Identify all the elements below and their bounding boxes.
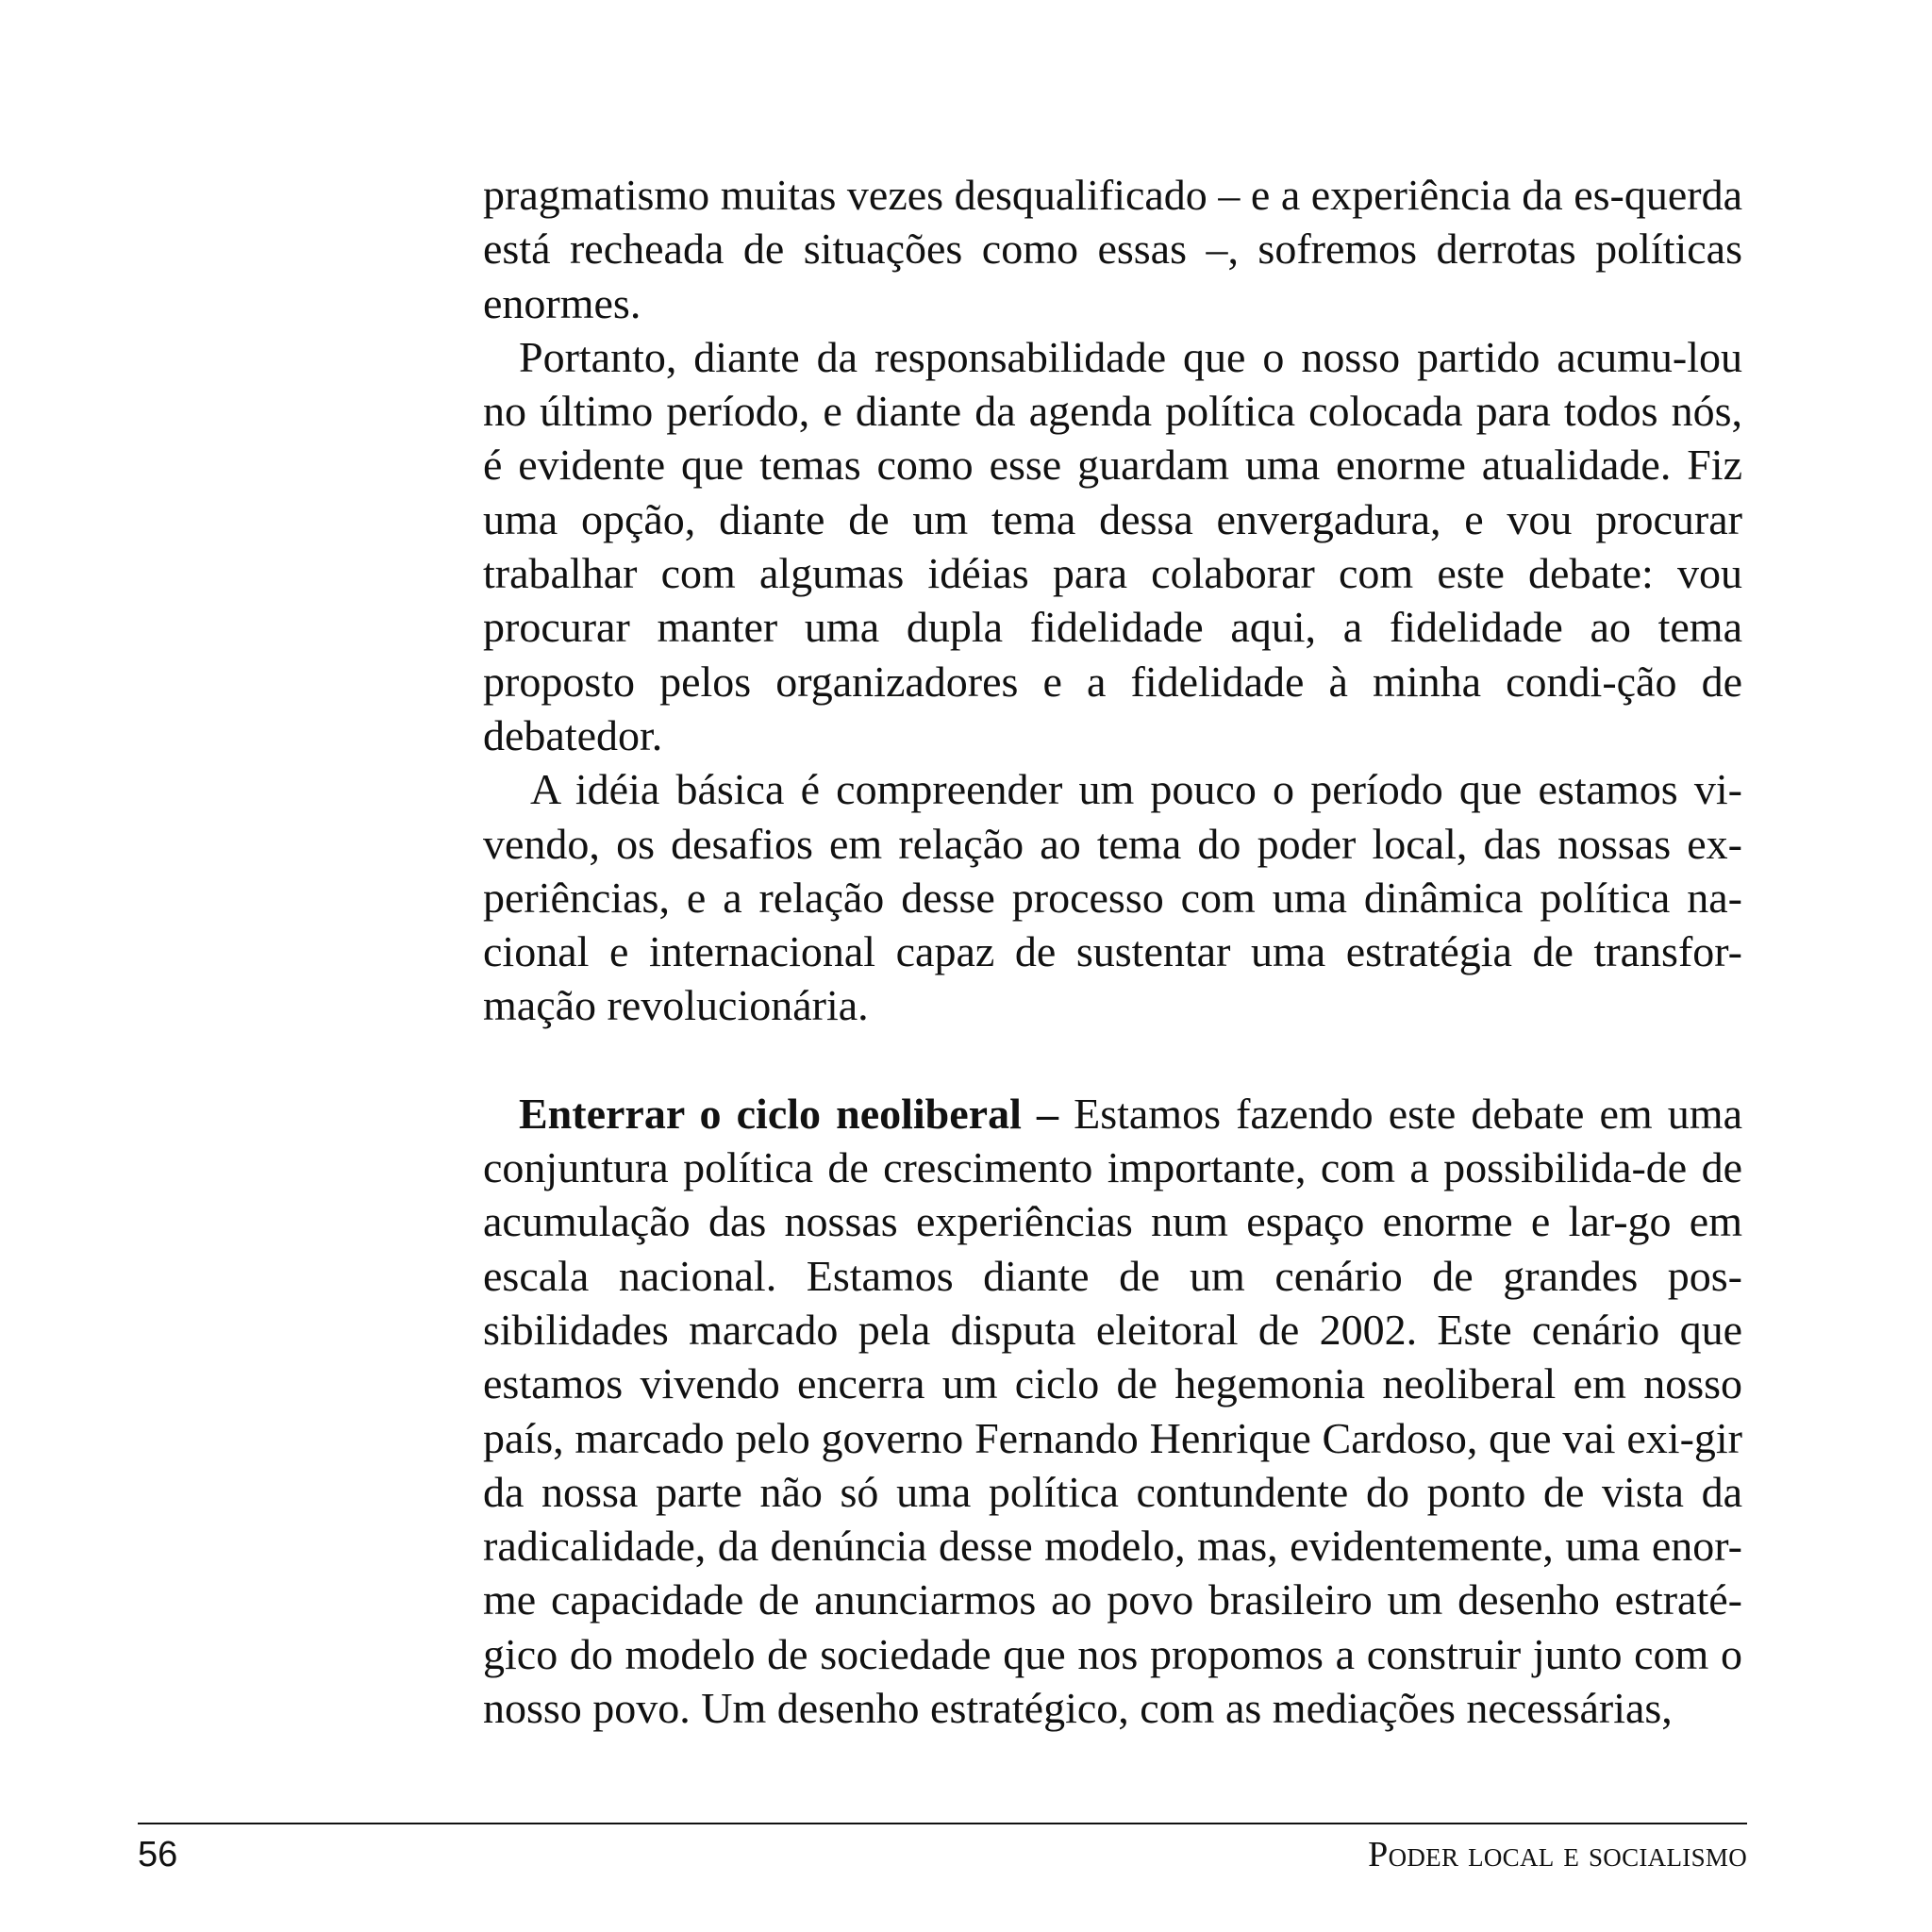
running-title: Poder local e socialismo xyxy=(1368,1835,1747,1874)
footer-rule xyxy=(138,1823,1747,1824)
section-body: Estamos fazendo este debate em uma conjuntura política de crescimento importante, com a possibilida-de de acumulação das nossas experiências num espaço enorme e lar-go em escala nacional. Estamos diante de um cenário de grandes pos-sibilidades marcado pela disputa eleitoral de 2002. Este cenário que estamos vivendo encerra um ciclo de hegemonia neoliberal em nosso país, marcado pelo governo Fernando Henrique Cardoso, que vai exi-gir da nossa parte não só uma política contundente do ponto de vista da radicalidade, da denúncia desse modelo, mas, evidentemente, uma enor-me capacidade de anunciarmos ao povo brasileiro um desenho estraté-gico do modelo de sociedade que nos propomos a construir junto com o nosso povo. Um desenho estratégico, com as mediações necessárias, xyxy=(483,1089,1743,1733)
page-number: 56 xyxy=(138,1835,178,1874)
paragraph-2: Portanto, diante da responsabilidade que o nosso partido acumu-lou no último período, e diante da agenda política colocada para todos nós, é evidente que temas como esse guardam uma enorme atualidade. Fiz uma opção, diante de um tema dessa envergadura, e vou procurar trabalhar com algumas idéias para colaborar com este debate: vou procurar manter uma dupla fidelidade aqui, a fidelidade ao tema proposto pelos organizadores e a fidelidade à minha condi-ção de debatedor. xyxy=(483,332,1742,759)
body-text xyxy=(483,168,1742,1735)
paragraph-3: A idéia básica é compreender um pouco o período que estamos vi-vendo, os desafios em relação ao tema do poder local, das nossas ex-periências, e a relação desse processo com uma dinâmica política na-cional e internacional capaz de sustentar uma estratégia de transfor-mação revolucionária. xyxy=(483,765,1742,1030)
section-paragraph xyxy=(483,1087,1742,1736)
paragraph-1: pragmatismo muitas vezes desqualificado – e a experiência da es-querda está recheada de situações como essas –, sofremos derrotas políticas enormes. xyxy=(483,171,1742,327)
section-heading: Enterrar o ciclo neoliberal – xyxy=(519,1089,1058,1138)
